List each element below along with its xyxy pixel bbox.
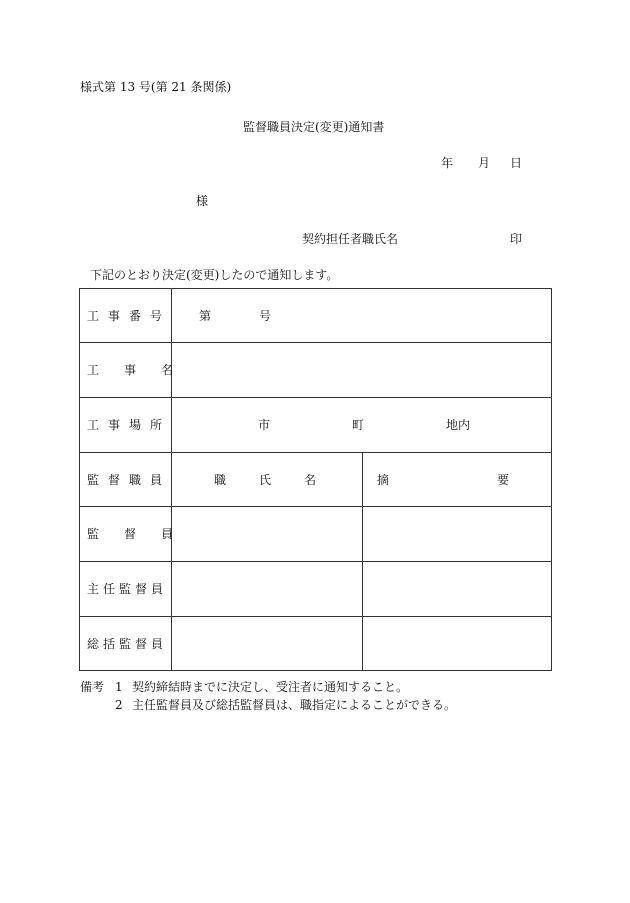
note-1-text: 契約締結時までに決定し、受注者に通知すること。 [132, 680, 409, 694]
label-supervisor: 監督員 [87, 527, 199, 541]
date-year-label: 年 [441, 156, 454, 170]
label-supervisors: 監督職員 [87, 473, 172, 487]
column-header-remarks: 摘要 [377, 473, 618, 487]
note-2-text: 主任監督員及び総括監督員は、職指定によることができる。 [132, 698, 457, 712]
label-construction-number: 工事番号 [87, 309, 172, 323]
label-chief-supervisor: 主任監督員 [87, 582, 168, 596]
site-area-label: 地内 [446, 418, 471, 432]
document-title: 監督職員決定(変更)通知書 [243, 120, 385, 134]
number-suffix-go: 号 [259, 309, 272, 323]
sender-label: 契約担任者職氏名 [302, 232, 399, 246]
site-city-label: 市 [258, 418, 271, 432]
intro-text: 下記のとおり決定(変更)したので通知します。 [90, 268, 339, 282]
note-1-number: 1 [115, 680, 123, 694]
seal-mark: 印 [510, 232, 523, 246]
date-month-label: 月 [478, 156, 491, 170]
note-2-number: 2 [115, 698, 123, 712]
label-construction-name: 工事名 [87, 363, 199, 377]
label-general-supervisor: 総括監督員 [87, 637, 168, 651]
site-town-label: 町 [352, 418, 365, 432]
column-header-name: 職氏名 [214, 473, 350, 487]
date-day-label: 日 [510, 156, 523, 170]
number-prefix-dai: 第 [199, 309, 212, 323]
label-construction-site: 工事場所 [87, 418, 172, 432]
addressee-suffix: 様 [196, 194, 209, 208]
notes-heading: 備考 [80, 680, 105, 694]
form-number: 様式第 13 号(第 21 条関係) [80, 80, 232, 94]
